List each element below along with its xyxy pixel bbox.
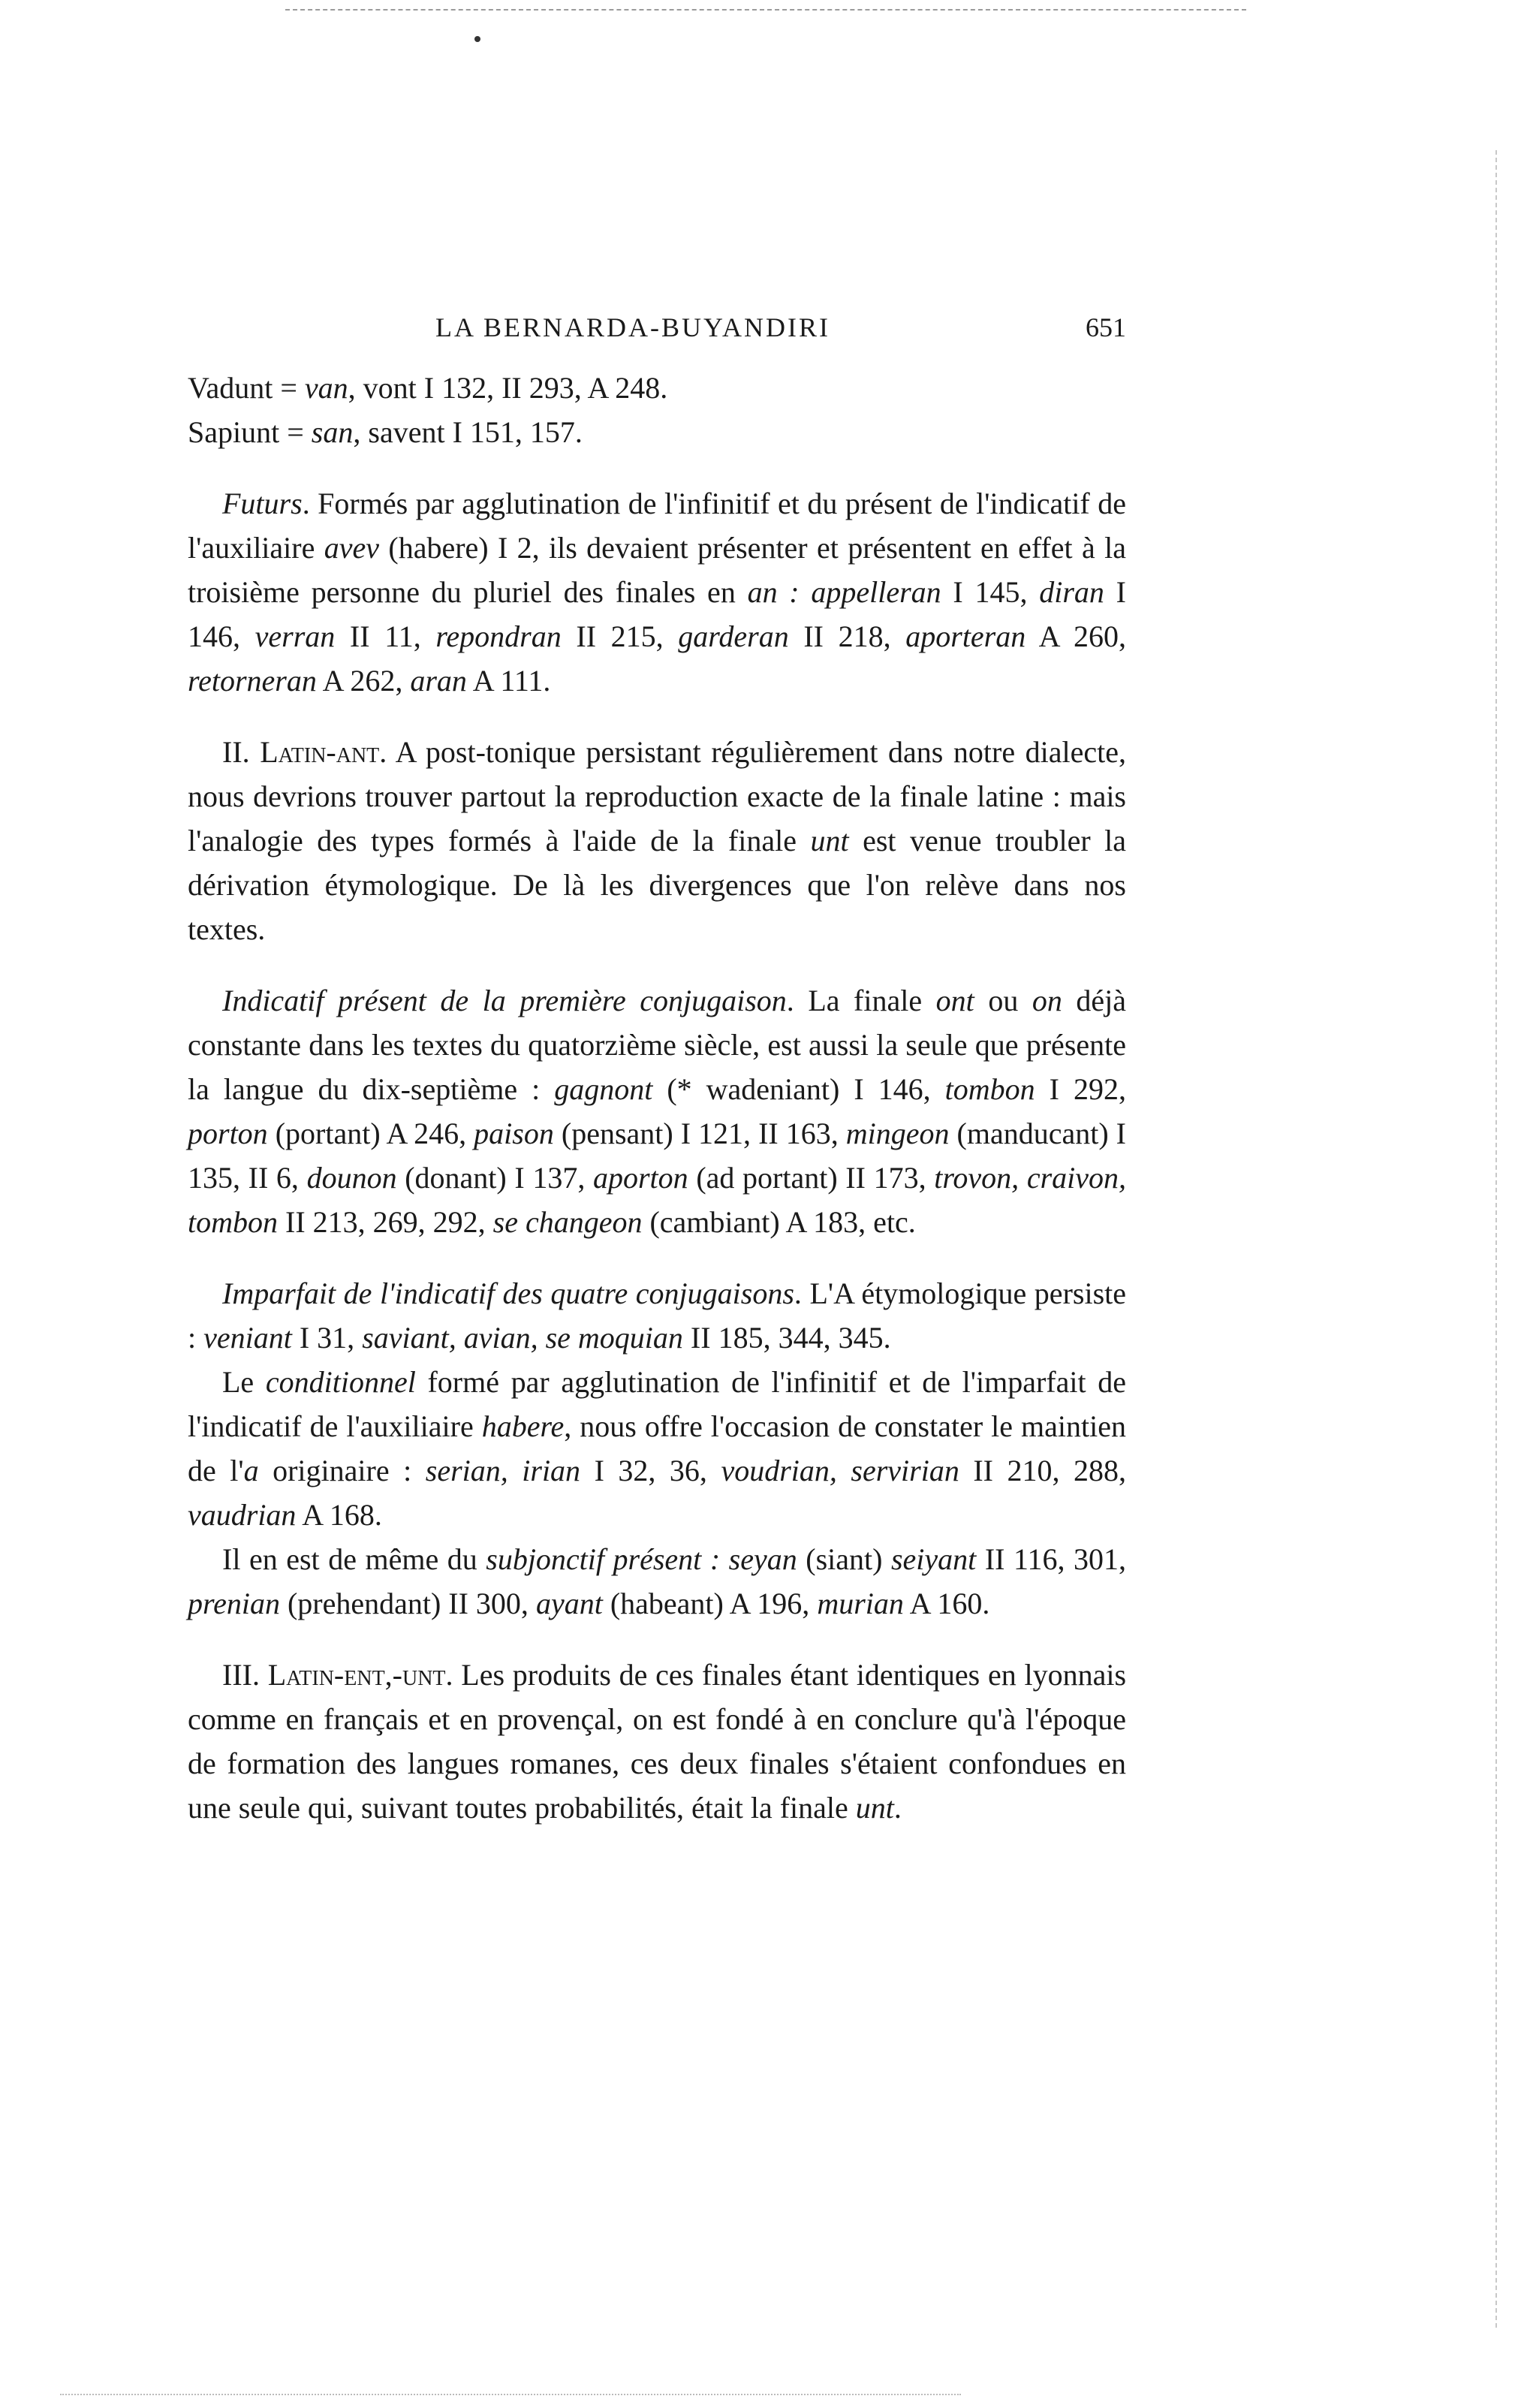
book-page — [188, 312, 1126, 1830]
paragraph-latin-ent-unt: III. Latin-ent,-unt. Les produits de ces finales étant identiques en lyonnais comme en français et en provençal, on est fondé à en conclure qu'à l'époque de formation des langues romanes, ces deux finales s'étaient confondues en une seule qui, suivant toutes probabilités, était la finale unt. — [188, 1658, 1127, 1825]
paragraph-latin-ant: II. Latin-ant. A post-tonique persistant régulièrement dans notre dialecte, nous devrions trouver partout la reproduction exacte de la finale latine : mais l'analogie des types formés à l'aide de la finale unt est venue troubler la dérivation étymologique. De là les divergences que l'on relève dans nos textes. — [188, 735, 1127, 946]
running-head — [188, 312, 1126, 355]
paragraph-conditionnel: Le conditionnel formé par agglutination de l'infinitif et de l'imparfait de l'indicatif de l'auxiliaire habere, nous offre l'occasion de constater le maintien de l'a originaire : serian, irian I 32, 36, voudrian, servirian II 210, 288, vaudrian A 168. — [188, 1365, 1127, 1532]
scan-speck — [474, 36, 480, 42]
paragraph-futurs: Futurs. Formés par agglutination de l'infinitif et du présent de l'indicatif de l'auxiliaire avev (habere) I 2, ils devaient présenter et présentent en effet à la troisième personne du pluriel des finales en an : appelleran I 145, diran I 146, verran II 11, repondran II 215, garderan II 218, aporteran A 260, retorneran A 262, aran A 111. — [188, 487, 1127, 698]
verb-line-sapiunt: Sapiunt = san, savent I 151, 157. — [188, 415, 583, 449]
scan-right-edge — [1495, 150, 1497, 2328]
paragraph-subjonctif: Il en est de même du subjonctif présent : seyan (siant) seiyant II 116, 301, prenian (prehendant) II 300, ayant (habeant) A 196, murian A 160. — [188, 1542, 1127, 1620]
scan-bottom-noise — [60, 2394, 961, 2395]
section-heading-latin-ent-unt: Latin-ent,-unt. — [267, 1658, 453, 1692]
running-title: LA BERNARDA-BUYANDIRI — [435, 312, 831, 342]
verb-line-vadunt: Vadunt = van, vont I 132, II 293, A 248. — [188, 371, 668, 405]
page-number: 651 — [1086, 312, 1126, 342]
scan-edge-rule — [285, 9, 1246, 11]
section-heading-latin-ant: Latin-ant. — [260, 735, 387, 769]
paragraph-imparfait: Imparfait de l'indicatif des quatre conjugaisons. L'A étymologique persiste : veniant I 31, saviant, avian, se moquian II 185, 344, 345. — [188, 1276, 1126, 1355]
paragraph-indicatif-present: Indicatif présent de la première conjugaison. La finale ont ou on déjà constante dans les textes du quatorzième siècle, est aussi la seule que présente la langue du dix-septième : gagnont (* wadeniant) I 146, tombon I 292, porton (portant) A 246, paison (pensant) I 121, II 163, mingeon (manducant) I 135, II 6, dounon (donant) I 137, aporton (ad portant) II 173, trovon, craivon, tombon II 213, 269, 292, se changeon (cambiant) A 183, etc. — [188, 984, 1127, 1239]
